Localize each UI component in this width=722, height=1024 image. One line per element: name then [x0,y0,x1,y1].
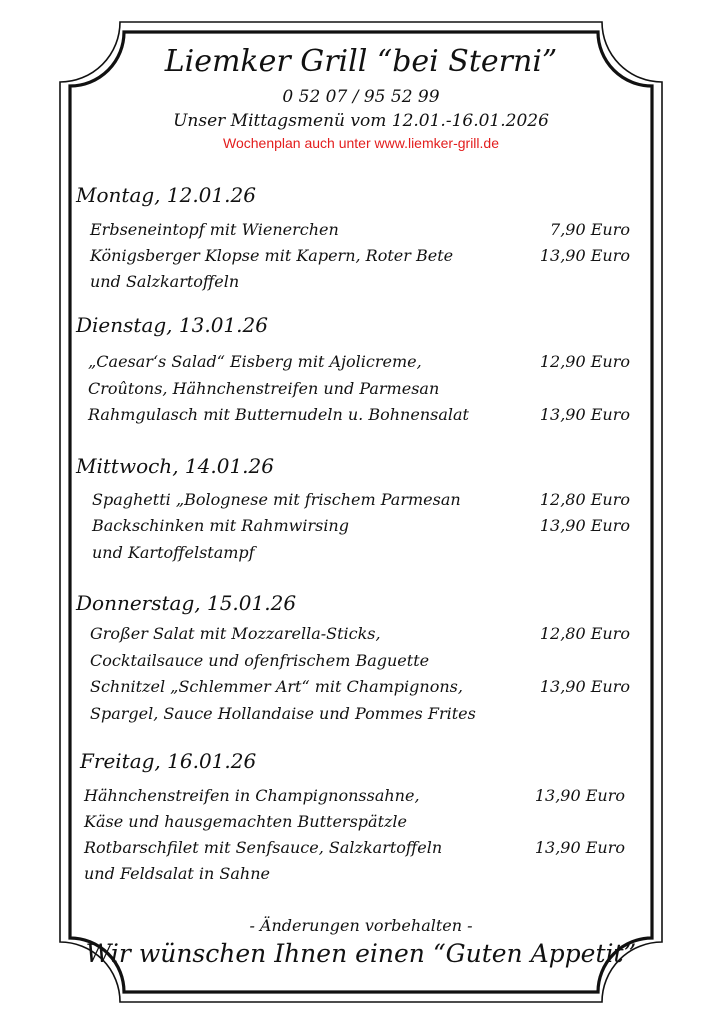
menu-price: 12,90 Euro [539,352,630,371]
day-heading: Donnerstag, 15.01.26 [76,591,297,615]
menu-line: Königsberger Klopse mit Kapern, Roter Bete [90,246,454,265]
menu-line: Spargel, Sauce Hollandaise und Pommes Frites [90,704,476,723]
menu-line: Erbseneintopf mit Wienerchen [90,220,339,239]
day-heading: Mittwoch, 14.01.26 [76,454,274,478]
menu-line: und Salzkartoffeln [90,272,240,291]
menu-line: Cocktailsauce und ofenfrischem Baguette [90,651,430,670]
menu-price: 7,90 Euro [550,220,630,239]
website-note: Wochenplan auch unter www.liemker-grill.de [223,135,499,151]
day-heading: Freitag, 16.01.26 [80,749,257,773]
menu-line: Croûtons, Hähnchenstreifen und Parmesan [88,379,440,398]
menu-price: 12,80 Euro [539,624,630,643]
disclaimer-note: - Änderungen vorbehalten - [249,916,473,935]
closing-wish: Wir wünschen Ihnen einen “Guten Appetit” [85,939,637,968]
menu-price: 13,90 Euro [539,677,630,696]
menu-price: 13,90 Euro [534,838,625,857]
menu-price: 12,80 Euro [539,490,630,509]
menu-line: und Feldsalat in Sahne [84,864,270,883]
menu-line: Käse und hausgemachten Butterspätzle [84,812,408,831]
day-heading: Dienstag, 13.01.26 [76,313,268,337]
menu-line: und Kartoffelstampf [92,543,255,562]
day-heading: Montag, 12.01.26 [76,183,256,207]
menu-line: Schnitzel „Schlemmer Art“ mit Champignons, [90,677,463,696]
menu-line: Hähnchenstreifen in Champignonssahne, [84,786,420,805]
menu-line: „Caesar‘s Salad“ Eisberg mit Ajolicreme, [88,352,422,371]
menu-price: 13,90 Euro [539,405,630,424]
phone-number: 0 52 07 / 95 52 99 [282,87,440,107]
menu-price: 13,90 Euro [539,246,630,265]
menu-line: Backschinken mit Rahmwirsing [92,516,349,535]
menu-line: Spaghetti „Bolognese mit frischem Parmesan [92,490,461,509]
menu-price: 13,90 Euro [539,516,630,535]
menu-line: Großer Salat mit Mozzarella-Sticks, [90,624,381,643]
menu-subtitle: Unser Mittagsmenü vom 12.01.-16.01.2026 [173,111,549,131]
menu-price: 13,90 Euro [534,786,625,805]
restaurant-title: Liemker Grill “bei Sterni” [164,44,558,79]
menu-line: Rotbarschfilet mit Senfsauce, Salzkartoffeln [84,838,443,857]
menu-line: Rahmgulasch mit Butternudeln u. Bohnensalat [88,405,469,424]
